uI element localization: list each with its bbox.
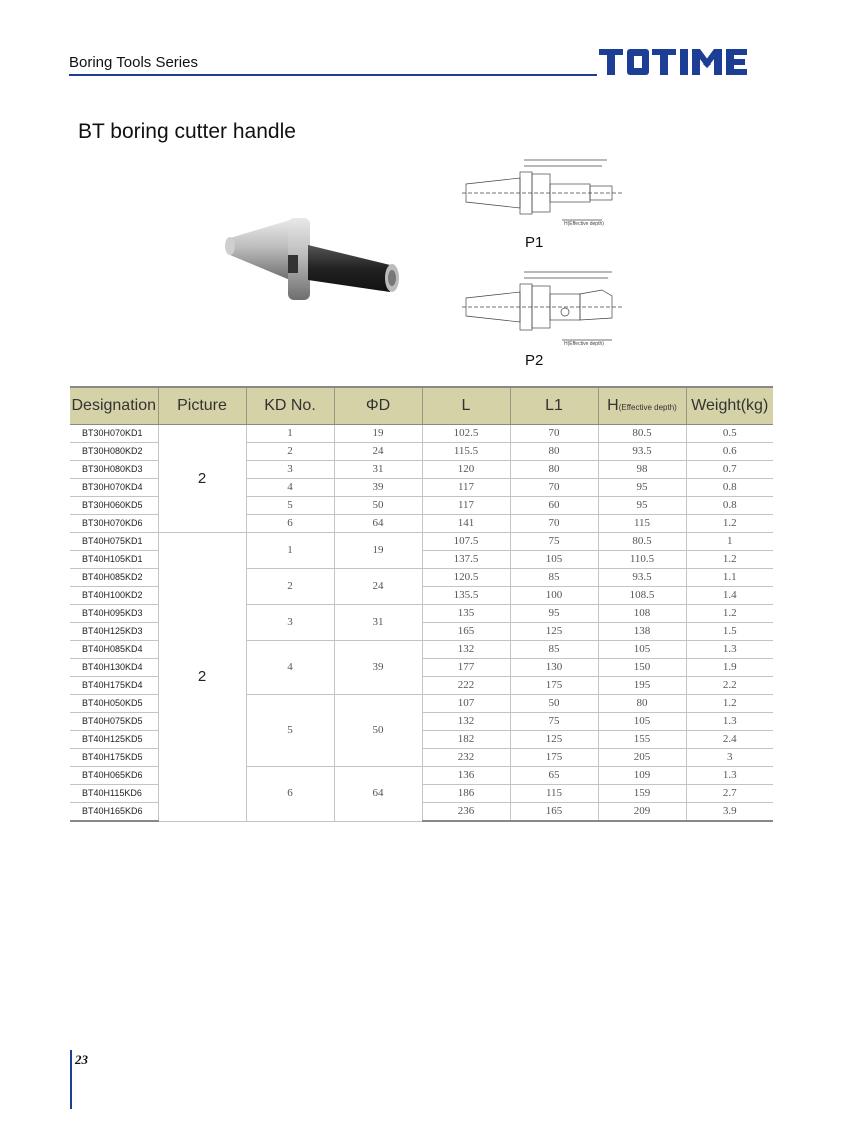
cell-designation: BT40H095KD3 (70, 605, 158, 623)
cell-length: 236 (422, 803, 510, 822)
col-header-h-label: H (607, 397, 619, 414)
page-title: BT boring cutter handle (78, 120, 296, 143)
cell-length: 132 (422, 641, 510, 659)
cell-length: 232 (422, 749, 510, 767)
cell-length-l1: 95 (510, 605, 598, 623)
cell-effective-depth: 155 (598, 731, 686, 749)
table-row (70, 533, 773, 551)
cell-designation: BT30H070KD4 (70, 479, 158, 497)
cell-length-l1: 85 (510, 569, 598, 587)
cell-kd-no: 2 (246, 569, 334, 605)
cell-length: 182 (422, 731, 510, 749)
cell-effective-depth: 105 (598, 713, 686, 731)
table-header-row (70, 387, 773, 425)
cell-picture: 2 (158, 533, 246, 822)
cell-effective-depth: 209 (598, 803, 686, 822)
cell-designation: BT40H065KD6 (70, 767, 158, 785)
col-header-designation: Designation (70, 387, 158, 425)
cell-diameter: 24 (334, 443, 422, 461)
cell-picture: 2 (158, 425, 246, 533)
col-header-length-l1: L1 (510, 387, 598, 425)
cell-weight: 0.8 (686, 497, 773, 515)
cell-weight: 1 (686, 533, 773, 551)
cell-weight: 0.8 (686, 479, 773, 497)
cell-effective-depth: 110.5 (598, 551, 686, 569)
cell-length: 135 (422, 605, 510, 623)
cell-designation: BT40H100KD2 (70, 587, 158, 605)
cell-kd-no: 4 (246, 641, 334, 695)
cell-length: 120.5 (422, 569, 510, 587)
cell-weight: 2.2 (686, 677, 773, 695)
cell-length-l1: 70 (510, 425, 598, 443)
cell-kd-no: 3 (246, 461, 334, 479)
cell-length-l1: 60 (510, 497, 598, 515)
cell-length-l1: 175 (510, 749, 598, 767)
cell-length-l1: 70 (510, 479, 598, 497)
cell-weight: 1.3 (686, 641, 773, 659)
cell-diameter: 50 (334, 695, 422, 767)
cell-effective-depth: 80.5 (598, 425, 686, 443)
cell-effective-depth: 80 (598, 695, 686, 713)
page-number: 23 (75, 1052, 88, 1067)
cell-designation: BT40H085KD4 (70, 641, 158, 659)
cell-length-l1: 115 (510, 785, 598, 803)
cell-kd-no: 5 (246, 497, 334, 515)
cell-weight: 1.2 (686, 695, 773, 713)
cell-designation: BT40H125KD3 (70, 623, 158, 641)
cell-diameter: 19 (334, 533, 422, 569)
cell-length: 102.5 (422, 425, 510, 443)
col-header-effective-depth (598, 387, 686, 425)
brand-logo (599, 46, 749, 83)
cell-length: 186 (422, 785, 510, 803)
cell-diameter: 24 (334, 569, 422, 605)
table-body (70, 425, 773, 822)
cell-designation: BT30H080KD3 (70, 461, 158, 479)
cell-designation: BT40H075KD5 (70, 713, 158, 731)
cell-designation: BT40H175KD4 (70, 677, 158, 695)
cell-diameter: 50 (334, 497, 422, 515)
cell-effective-depth: 109 (598, 767, 686, 785)
cell-length-l1: 75 (510, 533, 598, 551)
cell-weight: 1.9 (686, 659, 773, 677)
cell-length-l1: 80 (510, 461, 598, 479)
cell-effective-depth: 159 (598, 785, 686, 803)
cell-effective-depth: 93.5 (598, 569, 686, 587)
cell-length: 141 (422, 515, 510, 533)
header-rule (69, 74, 597, 76)
cell-length-l1: 70 (510, 515, 598, 533)
cell-weight: 0.7 (686, 461, 773, 479)
cell-designation: BT30H060KD5 (70, 497, 158, 515)
cell-effective-depth: 205 (598, 749, 686, 767)
cell-weight: 1.2 (686, 551, 773, 569)
cell-length: 107 (422, 695, 510, 713)
cell-effective-depth: 138 (598, 623, 686, 641)
cell-designation: BT40H075KD1 (70, 533, 158, 551)
cell-weight: 1.5 (686, 623, 773, 641)
cell-length-l1: 130 (510, 659, 598, 677)
cell-length-l1: 125 (510, 731, 598, 749)
cell-weight: 3 (686, 749, 773, 767)
cell-effective-depth: 95 (598, 479, 686, 497)
cell-length: 117 (422, 497, 510, 515)
cell-kd-no: 2 (246, 443, 334, 461)
cell-weight: 1.4 (686, 587, 773, 605)
cell-effective-depth: 150 (598, 659, 686, 677)
cell-length: 120 (422, 461, 510, 479)
col-header-picture: Picture (158, 387, 246, 425)
cell-length-l1: 50 (510, 695, 598, 713)
cell-length-l1: 75 (510, 713, 598, 731)
cell-weight: 1.2 (686, 605, 773, 623)
cell-length-l1: 65 (510, 767, 598, 785)
cell-length: 136 (422, 767, 510, 785)
cell-length-l1: 125 (510, 623, 598, 641)
cell-length-l1: 175 (510, 677, 598, 695)
cell-diameter: 39 (334, 641, 422, 695)
cell-effective-depth: 80.5 (598, 533, 686, 551)
cell-kd-no: 1 (246, 425, 334, 443)
cell-effective-depth: 105 (598, 641, 686, 659)
cell-diameter: 39 (334, 479, 422, 497)
col-header-length: L (422, 387, 510, 425)
cell-diameter: 31 (334, 605, 422, 641)
cell-kd-no: 6 (246, 515, 334, 533)
cell-effective-depth: 98 (598, 461, 686, 479)
drawing-label-p2: P2 (525, 352, 544, 369)
cell-weight: 3.9 (686, 803, 773, 822)
technical-drawing-p2 (462, 268, 622, 348)
cell-designation: BT30H080KD2 (70, 443, 158, 461)
cell-weight: 1.2 (686, 515, 773, 533)
cell-diameter: 64 (334, 767, 422, 822)
cell-weight: 2.4 (686, 731, 773, 749)
header-series-title: Boring Tools Series (69, 54, 198, 71)
cell-length: 132 (422, 713, 510, 731)
cell-weight: 2.7 (686, 785, 773, 803)
svg-text:H(Effective depth): H(Effective depth) (564, 341, 604, 347)
table-row (70, 425, 773, 443)
cell-weight: 1.1 (686, 569, 773, 587)
cell-length: 117 (422, 479, 510, 497)
col-header-weight: Weight(kg) (686, 387, 773, 425)
footer-rule (70, 1050, 72, 1109)
cell-effective-depth: 95 (598, 497, 686, 515)
cell-designation: BT40H165KD6 (70, 803, 158, 822)
cell-kd-no: 5 (246, 695, 334, 767)
totime-logo-icon (599, 46, 749, 78)
col-header-kd-no: KD No. (246, 387, 334, 425)
cell-length: 165 (422, 623, 510, 641)
cell-designation: BT40H130KD4 (70, 659, 158, 677)
cell-length-l1: 105 (510, 551, 598, 569)
cell-length: 107.5 (422, 533, 510, 551)
drawing-label-p1: P1 (525, 234, 544, 251)
cell-diameter: 31 (334, 461, 422, 479)
cell-kd-no: 1 (246, 533, 334, 569)
cell-length-l1: 165 (510, 803, 598, 822)
cell-weight: 0.5 (686, 425, 773, 443)
cell-diameter: 19 (334, 425, 422, 443)
boring-handle-photo (222, 210, 402, 310)
cell-length: 137.5 (422, 551, 510, 569)
cell-effective-depth: 195 (598, 677, 686, 695)
cell-designation: BT40H085KD2 (70, 569, 158, 587)
cell-diameter: 64 (334, 515, 422, 533)
cell-length-l1: 100 (510, 587, 598, 605)
cell-effective-depth: 108 (598, 605, 686, 623)
cell-weight: 1.3 (686, 713, 773, 731)
cell-designation: BT40H175KD5 (70, 749, 158, 767)
cell-kd-no: 3 (246, 605, 334, 641)
cell-designation: BT40H125KD5 (70, 731, 158, 749)
cell-designation: BT40H050KD5 (70, 695, 158, 713)
cell-length: 135.5 (422, 587, 510, 605)
cell-weight: 1.3 (686, 767, 773, 785)
cell-designation: BT30H070KD1 (70, 425, 158, 443)
cell-effective-depth: 93.5 (598, 443, 686, 461)
cell-length: 222 (422, 677, 510, 695)
cell-designation: BT40H115KD6 (70, 785, 158, 803)
cell-effective-depth: 108.5 (598, 587, 686, 605)
cell-weight: 0.6 (686, 443, 773, 461)
cell-length-l1: 85 (510, 641, 598, 659)
technical-drawing-p1 (462, 154, 622, 234)
cell-length-l1: 80 (510, 443, 598, 461)
cell-length: 177 (422, 659, 510, 677)
cell-kd-no: 4 (246, 479, 334, 497)
cell-designation: BT40H105KD1 (70, 551, 158, 569)
svg-text:H(Effective depth): H(Effective depth) (564, 221, 604, 227)
cell-kd-no: 6 (246, 767, 334, 822)
col-header-h-suffix: (Effective depth) (618, 403, 677, 412)
spec-table (70, 386, 773, 822)
cell-effective-depth: 115 (598, 515, 686, 533)
cell-designation: BT30H070KD6 (70, 515, 158, 533)
col-header-diameter: ΦD (334, 387, 422, 425)
cell-length: 115.5 (422, 443, 510, 461)
